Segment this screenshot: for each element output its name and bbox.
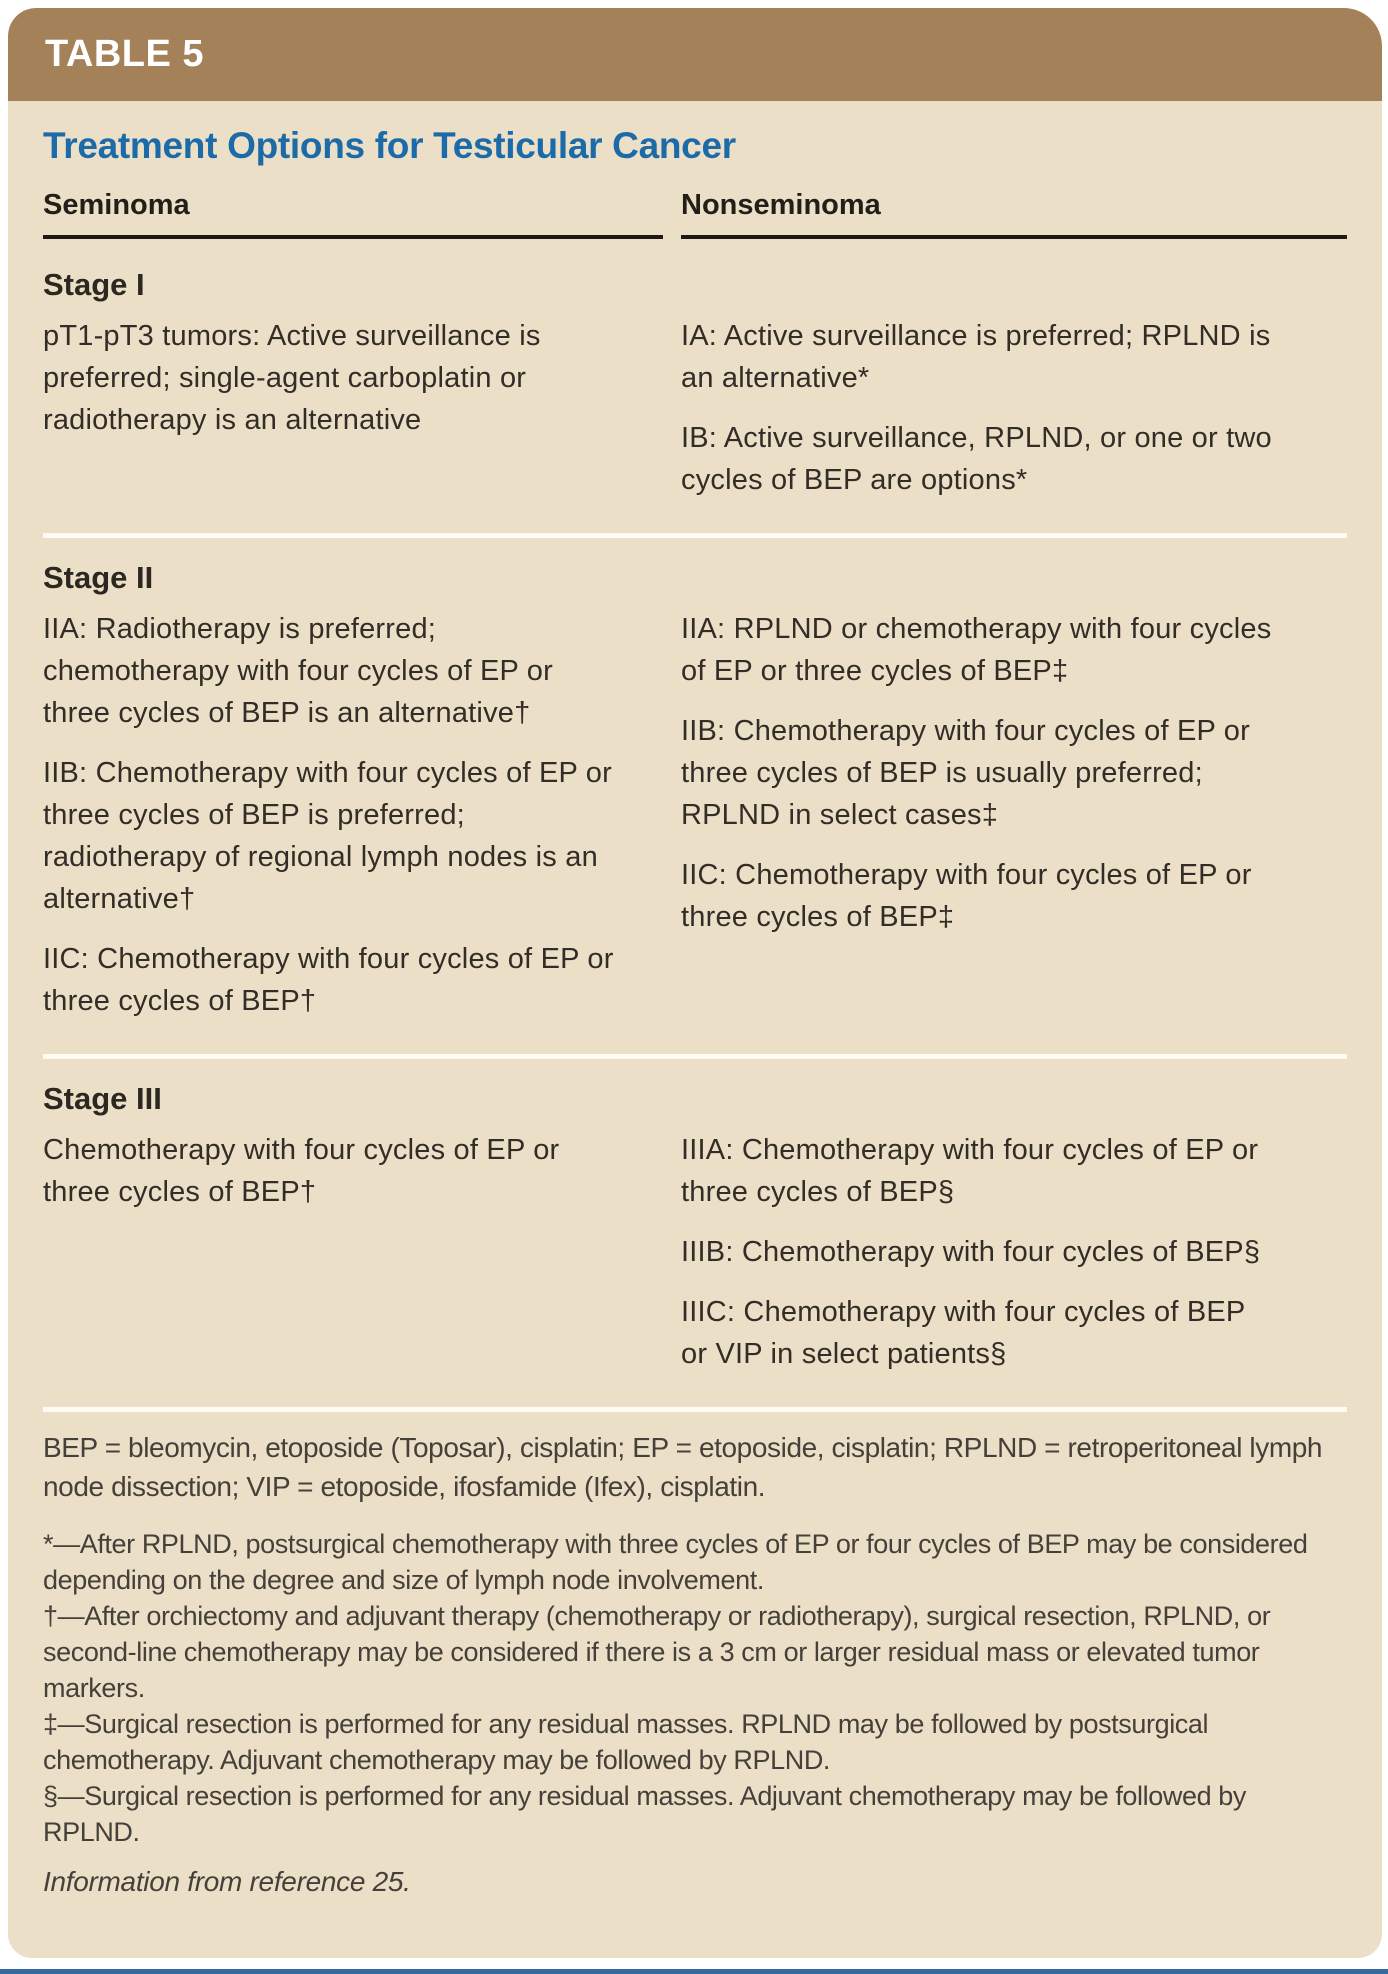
treatment-paragraph: IIIC: Chemotherapy with four cycles of BEP or VIP in select patients§	[681, 1296, 1245, 1370]
treatment-paragraph: Chemotherapy with four cycles of EP or three cycles of BEP†	[43, 1134, 560, 1208]
nonseminoma-cell	[681, 1129, 1347, 1393]
seminoma-cell	[43, 1129, 663, 1393]
stage-heading: Stage I	[43, 267, 145, 302]
source-note: Information from reference 25.	[43, 1866, 411, 1897]
treatment-paragraph: IIIB: Chemotherapy with four cycles of BEP§	[681, 1236, 1261, 1268]
section-divider	[43, 1054, 1347, 1059]
stage-heading: Stage III	[43, 1081, 162, 1116]
table-card	[8, 8, 1382, 1958]
stage-section-2	[43, 560, 1347, 1040]
nonseminoma-cell	[681, 315, 1347, 519]
treatment-paragraph: pT1-pT3 tumors: Active surveillance is preferred; single-agent carboplatin or radiotherapy is an alternative	[43, 320, 541, 436]
treatment-paragraph: IIC: Chemotherapy with four cycles of EP or three cycles of BEP†	[43, 943, 614, 1017]
treatment-paragraph: IB: Active surveillance, RPLND, or one or two cycles of BEP are options*	[681, 422, 1272, 496]
abbreviation-key: BEP = bleomycin, etoposide (Toposar), cisplatin; EP = etoposide, cisplatin; RPLND = retroperitoneal lymph node dissection; VIP = etoposide, ifosfamide (Ifex), cisplatin.	[43, 1432, 1323, 1502]
footnote-dagger: †—After orchiectomy and adjuvant therapy (chemotherapy or radiotherapy), surgical resection, RPLND, or second-line chemotherapy may be considered if there is a 3 cm or larger residual mass or elevated tumor markers.	[43, 1601, 1271, 1703]
treatment-paragraph: IIC: Chemotherapy with four cycles of EP or three cycles of BEP‡	[681, 859, 1252, 933]
footnote-double-dagger: ‡—Surgical resection is performed for any residual masses. RPLND may be followed by postsurgical chemotherapy. Adjuvant chemotherapy may be followed by RPLND.	[43, 1709, 1209, 1775]
footnotes-block	[43, 1526, 1347, 1850]
treatment-paragraph: IIA: Radiotherapy is preferred; chemotherapy with four cycles of EP or three cycles of BEP is an alternative†	[43, 613, 553, 729]
section-divider	[43, 1407, 1347, 1412]
stage-section-1	[43, 267, 1347, 519]
treatment-paragraph: IIIA: Chemotherapy with four cycles of EP or three cycles of BEP§	[681, 1134, 1259, 1208]
stage-heading: Stage II	[43, 560, 154, 595]
nonseminoma-cell	[681, 608, 1347, 1040]
column-header-seminoma: Seminoma	[43, 189, 663, 239]
seminoma-cell	[43, 315, 663, 519]
treatment-paragraph: IIB: Chemotherapy with four cycles of EP or three cycles of BEP is preferred; radiotherapy of regional lymph nodes is an alternative†	[43, 757, 612, 915]
stage-section-3	[43, 1081, 1347, 1393]
table-label: TABLE 5	[45, 33, 205, 75]
column-headers	[43, 189, 1347, 239]
section-divider	[43, 533, 1347, 538]
column-header-nonseminoma: Nonseminoma	[681, 189, 1347, 239]
treatment-paragraph: IIB: Chemotherapy with four cycles of EP or three cycles of BEP is usually preferred; RPLND in select cases‡	[681, 715, 1250, 831]
page-bottom-rule	[0, 1969, 1388, 1974]
table-body	[8, 125, 1382, 1898]
treatment-paragraph: IA: Active surveillance is preferred; RPLND is an alternative*	[681, 320, 1271, 394]
footnote-asterisk: *—After RPLND, postsurgical chemotherapy with three cycles of EP or four cycles of BEP may be considered depending on the degree and size of lymph node involvement.	[43, 1529, 1308, 1595]
table-header-bar	[8, 8, 1382, 101]
treatment-paragraph: IIA: RPLND or chemotherapy with four cycles of EP or three cycles of BEP‡	[681, 613, 1272, 687]
footnote-section-sign: §—Surgical resection is performed for any residual masses. Adjuvant chemotherapy may be followed by RPLND.	[43, 1781, 1247, 1847]
table-title: Treatment Options for Testicular Cancer	[43, 125, 736, 166]
seminoma-cell	[43, 608, 663, 1040]
